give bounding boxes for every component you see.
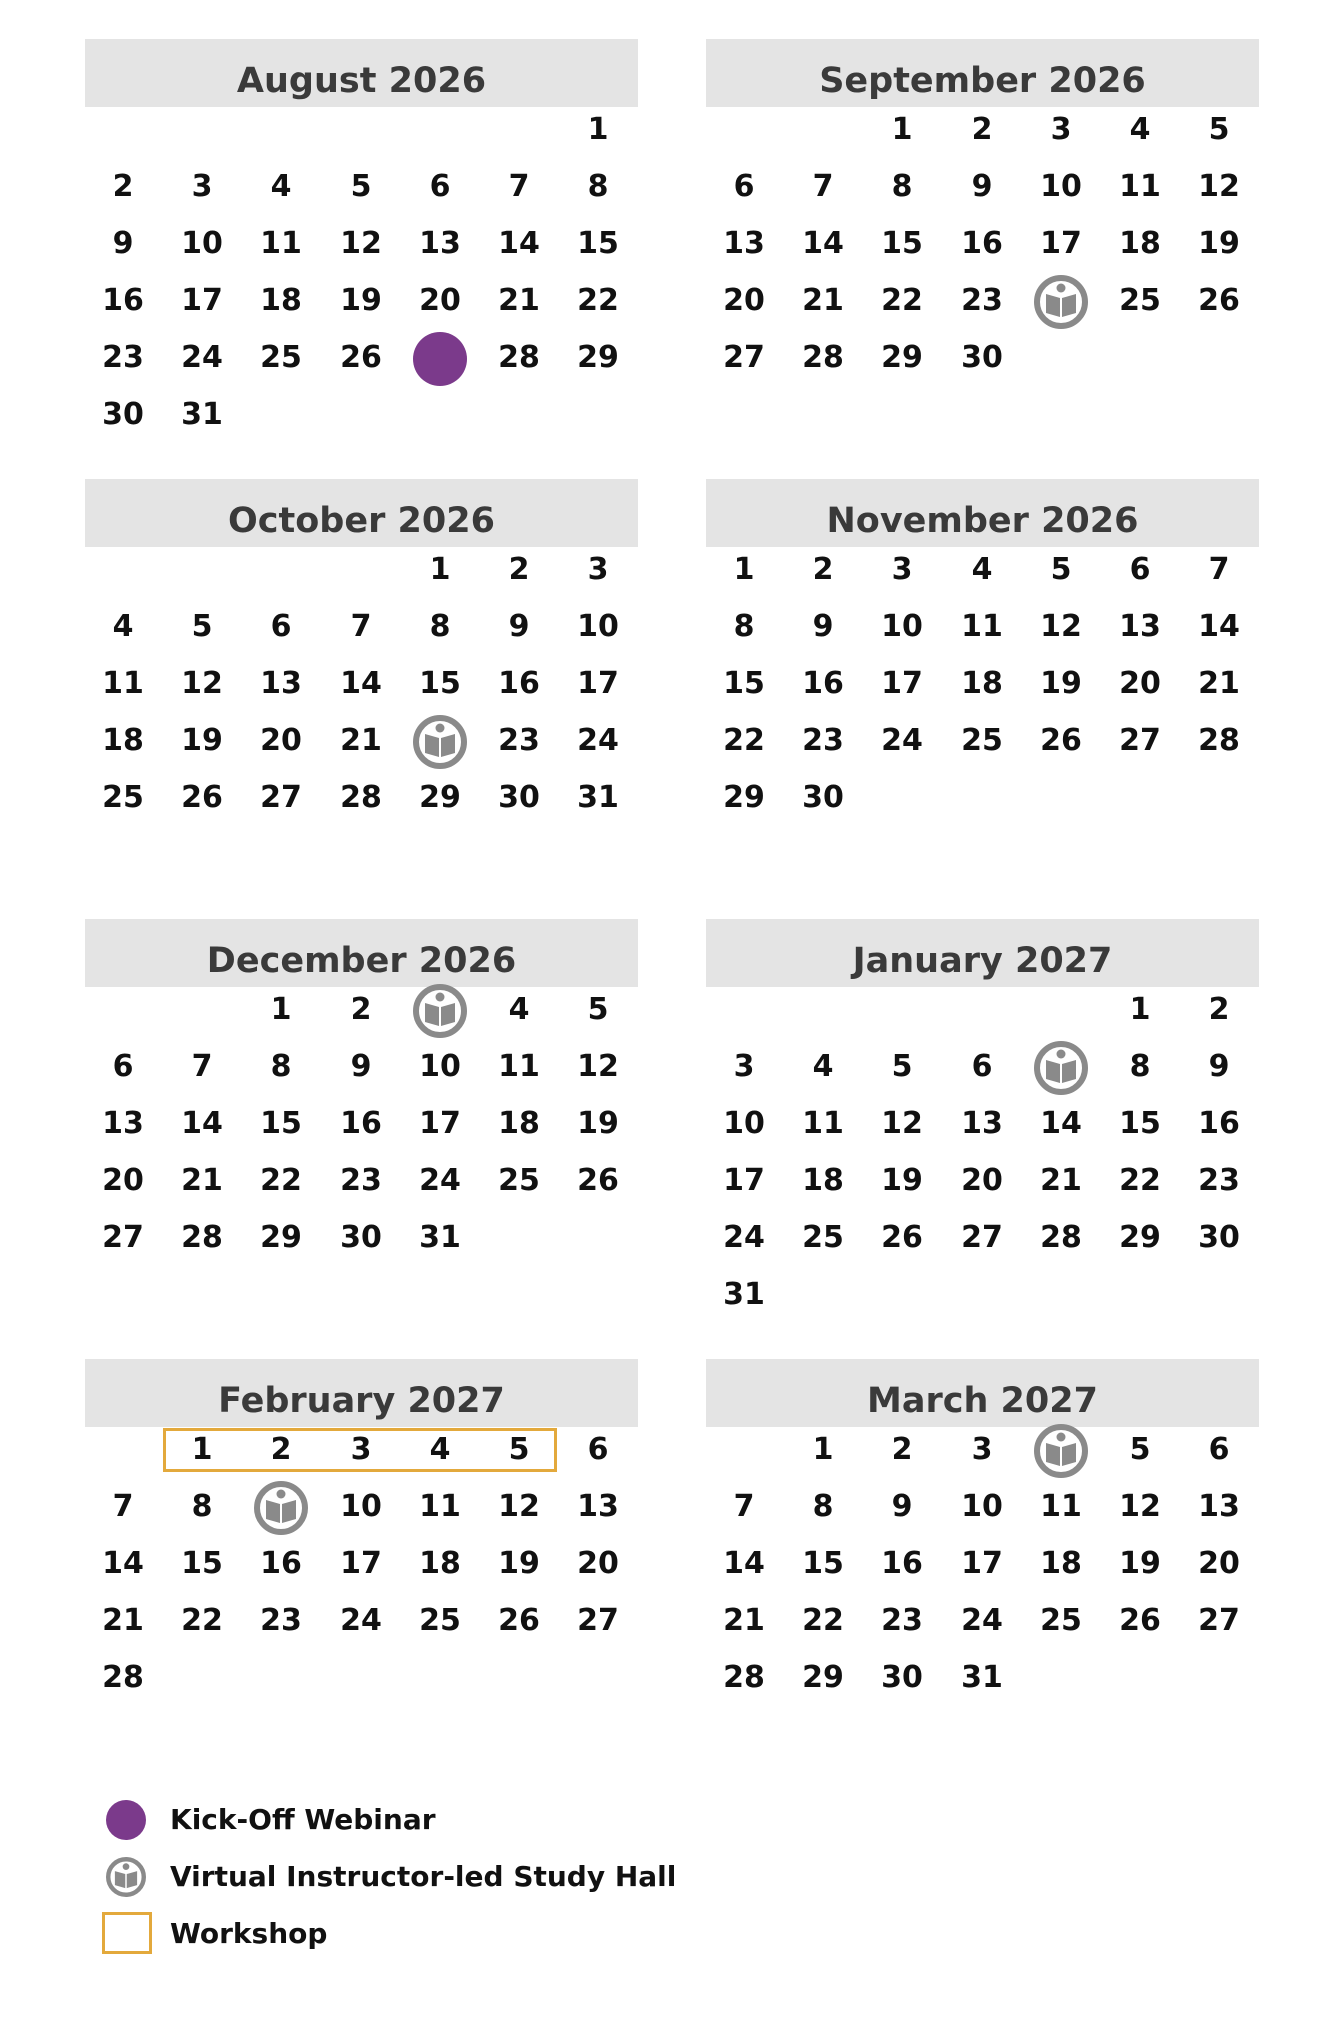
calendar-day: 2 xyxy=(270,1432,292,1467)
calendar-day: 8 xyxy=(891,169,913,204)
calendar-day: 8 xyxy=(270,1049,292,1084)
calendar-day: 3 xyxy=(1050,112,1072,147)
calendar-day: 6 xyxy=(1129,552,1151,587)
calendar-day: 12 xyxy=(1040,609,1082,644)
calendar-day: 28 xyxy=(1198,723,1240,758)
calendar-day: 8 xyxy=(733,609,755,644)
calendar-day: 20 xyxy=(577,1546,619,1581)
study-hall-book-icon xyxy=(1034,1424,1088,1478)
calendar-day: 1 xyxy=(733,552,755,587)
calendar-day: 11 xyxy=(802,1106,844,1141)
calendar-day: 5 xyxy=(891,1049,913,1084)
workshop-range-box xyxy=(163,1428,557,1472)
calendar-day: 6 xyxy=(733,169,755,204)
calendar-day: 25 xyxy=(419,1603,461,1638)
calendar-day: 26 xyxy=(498,1603,540,1638)
study-hall-book-icon xyxy=(413,715,467,769)
calendar-day: 15 xyxy=(802,1546,844,1581)
calendar-day: 12 xyxy=(881,1106,923,1141)
calendar-day: 18 xyxy=(802,1163,844,1198)
calendar-day: 16 xyxy=(498,666,540,701)
calendar-day: 4 xyxy=(508,992,530,1027)
calendar-day: 28 xyxy=(498,340,540,375)
calendar-day: 16 xyxy=(961,226,1003,261)
calendar-day: 10 xyxy=(881,609,923,644)
month-august-2026 xyxy=(85,39,638,459)
calendar-day: 22 xyxy=(260,1163,302,1198)
calendar-day: 27 xyxy=(961,1220,1003,1255)
calendar-day: 28 xyxy=(181,1220,223,1255)
calendar-day: 8 xyxy=(587,169,609,204)
calendar-day: 18 xyxy=(419,1546,461,1581)
calendar-day: 4 xyxy=(270,169,292,204)
calendar-day: 17 xyxy=(961,1546,1003,1581)
calendar-day: 10 xyxy=(181,226,223,261)
calendar-day: 4 xyxy=(112,609,134,644)
calendar-day: 13 xyxy=(419,226,461,261)
calendar-day: 20 xyxy=(723,283,765,318)
calendar-day: 13 xyxy=(961,1106,1003,1141)
calendar-day: 1 xyxy=(191,1432,213,1467)
calendar-day: 5 xyxy=(350,169,372,204)
calendar-day: 29 xyxy=(260,1220,302,1255)
calendar-day: 17 xyxy=(181,283,223,318)
calendar-day: 22 xyxy=(802,1603,844,1638)
calendar-day: 28 xyxy=(1040,1220,1082,1255)
calendar-day: 15 xyxy=(577,226,619,261)
calendar-day: 22 xyxy=(181,1603,223,1638)
study-hall-book-icon xyxy=(106,1857,146,1897)
calendar-day: 25 xyxy=(802,1220,844,1255)
calendar-day: 1 xyxy=(587,112,609,147)
calendar-day: 7 xyxy=(350,609,372,644)
calendar-day: 23 xyxy=(260,1603,302,1638)
calendar-day: 19 xyxy=(1198,226,1240,261)
calendar-day: 17 xyxy=(419,1106,461,1141)
calendar-day: 31 xyxy=(577,780,619,815)
calendar-day: 23 xyxy=(802,723,844,758)
calendar-day: 26 xyxy=(340,340,382,375)
calendar-day: 28 xyxy=(802,340,844,375)
calendar-day: 13 xyxy=(1198,1489,1240,1524)
calendar-day: 26 xyxy=(577,1163,619,1198)
calendar-day: 11 xyxy=(961,609,1003,644)
calendar-day: 15 xyxy=(1119,1106,1161,1141)
calendar-day: 15 xyxy=(260,1106,302,1141)
calendar-day: 13 xyxy=(260,666,302,701)
calendar-day: 26 xyxy=(1119,1603,1161,1638)
calendar-day: 19 xyxy=(498,1546,540,1581)
study-hall-book-icon xyxy=(1034,1041,1088,1095)
calendar-day: 24 xyxy=(181,340,223,375)
calendar-day: 24 xyxy=(881,723,923,758)
calendar-day: 5 xyxy=(508,1432,530,1467)
calendar-day: 9 xyxy=(891,1489,913,1524)
calendar-day: 22 xyxy=(1119,1163,1161,1198)
calendar-day: 18 xyxy=(1119,226,1161,261)
calendar-day: 10 xyxy=(1040,169,1082,204)
calendar-day: 31 xyxy=(181,397,223,432)
legend-label-study-hall: Virtual Instructor-led Study Hall xyxy=(170,1860,677,1893)
month-december-2026 xyxy=(85,919,638,1339)
calendar-day: 15 xyxy=(723,666,765,701)
calendar-day: 3 xyxy=(891,552,913,587)
calendar-day: 7 xyxy=(1208,552,1230,587)
calendar-day: 27 xyxy=(1198,1603,1240,1638)
calendar-day: 17 xyxy=(577,666,619,701)
calendar-day: 14 xyxy=(340,666,382,701)
calendar-day: 18 xyxy=(498,1106,540,1141)
calendar-day: 22 xyxy=(577,283,619,318)
calendar-day: 5 xyxy=(1050,552,1072,587)
calendar-day: 14 xyxy=(498,226,540,261)
calendar-day: 15 xyxy=(419,666,461,701)
calendar-day: 29 xyxy=(1119,1220,1161,1255)
month-september-2026 xyxy=(706,39,1259,459)
calendar-day: 17 xyxy=(1040,226,1082,261)
calendar-day: 19 xyxy=(1119,1546,1161,1581)
calendar-day: 1 xyxy=(270,992,292,1027)
calendar-day: 10 xyxy=(419,1049,461,1084)
calendar-day: 5 xyxy=(587,992,609,1027)
calendar-day: 27 xyxy=(577,1603,619,1638)
calendar-day: 20 xyxy=(260,723,302,758)
calendar-day: 30 xyxy=(498,780,540,815)
calendar-day: 19 xyxy=(340,283,382,318)
calendar-day: 21 xyxy=(498,283,540,318)
calendar-day: 23 xyxy=(1198,1163,1240,1198)
calendar-day: 31 xyxy=(419,1220,461,1255)
calendar-day: 16 xyxy=(802,666,844,701)
calendar-day: 17 xyxy=(881,666,923,701)
calendar-day: 2 xyxy=(350,992,372,1027)
calendar-day: 19 xyxy=(1040,666,1082,701)
calendar-day: 1 xyxy=(812,1432,834,1467)
calendar-day: 6 xyxy=(587,1432,609,1467)
calendar-day: 24 xyxy=(419,1163,461,1198)
calendar-day: 11 xyxy=(260,226,302,261)
calendar-day: 27 xyxy=(260,780,302,815)
calendar-day: 31 xyxy=(723,1277,765,1312)
month-january-2027 xyxy=(706,919,1259,1339)
calendar-day: 11 xyxy=(419,1489,461,1524)
calendar-day: 30 xyxy=(802,780,844,815)
calendar-day: 14 xyxy=(102,1546,144,1581)
calendar-day: 8 xyxy=(812,1489,834,1524)
calendar-day: 4 xyxy=(429,1432,451,1467)
calendar-day: 2 xyxy=(112,169,134,204)
calendar-day: 21 xyxy=(1198,666,1240,701)
calendar-day: 9 xyxy=(112,226,134,261)
calendar-day: 25 xyxy=(498,1163,540,1198)
calendar-day: 2 xyxy=(1208,992,1230,1027)
calendar-day: 21 xyxy=(102,1603,144,1638)
kickoff-dot-icon xyxy=(106,1800,146,1840)
calendar-day: 3 xyxy=(971,1432,993,1467)
calendar-day: 30 xyxy=(102,397,144,432)
calendar-day: 3 xyxy=(733,1049,755,1084)
calendar-day: 7 xyxy=(733,1489,755,1524)
calendar-day: 21 xyxy=(181,1163,223,1198)
calendar-day: 24 xyxy=(961,1603,1003,1638)
calendar-day: 5 xyxy=(191,609,213,644)
calendar-day: 16 xyxy=(1198,1106,1240,1141)
calendar-day: 23 xyxy=(102,340,144,375)
month-title: February 2027 xyxy=(85,1359,638,1427)
calendar-day: 27 xyxy=(723,340,765,375)
calendar-day: 11 xyxy=(1040,1489,1082,1524)
calendar-day: 30 xyxy=(881,1660,923,1695)
calendar-day: 2 xyxy=(508,552,530,587)
calendar-day: 7 xyxy=(112,1489,134,1524)
calendar-day: 14 xyxy=(723,1546,765,1581)
month-title: November 2026 xyxy=(706,479,1259,547)
calendar-day: 16 xyxy=(881,1546,923,1581)
calendar-day: 20 xyxy=(1198,1546,1240,1581)
calendar-day: 7 xyxy=(812,169,834,204)
calendar-day: 12 xyxy=(1198,169,1240,204)
calendar-day: 28 xyxy=(102,1660,144,1695)
calendar-day: 25 xyxy=(961,723,1003,758)
calendar-day: 19 xyxy=(181,723,223,758)
calendar-day: 14 xyxy=(802,226,844,261)
calendar-day: 9 xyxy=(812,609,834,644)
calendar-day: 29 xyxy=(802,1660,844,1695)
calendar-day: 24 xyxy=(577,723,619,758)
calendar-day: 27 xyxy=(1119,723,1161,758)
month-march-2027 xyxy=(706,1359,1259,1779)
calendar-day: 13 xyxy=(1119,609,1161,644)
calendar-day: 8 xyxy=(1129,1049,1151,1084)
calendar-day: 14 xyxy=(1198,609,1240,644)
calendar-day: 9 xyxy=(350,1049,372,1084)
calendar-day: 4 xyxy=(812,1049,834,1084)
calendar-day: 5 xyxy=(1208,112,1230,147)
calendar-day: 1 xyxy=(1129,992,1151,1027)
calendar-day: 12 xyxy=(181,666,223,701)
calendar-day: 12 xyxy=(577,1049,619,1084)
calendar-day: 6 xyxy=(971,1049,993,1084)
calendar-day: 4 xyxy=(1129,112,1151,147)
calendar-day: 6 xyxy=(270,609,292,644)
calendar-day: 23 xyxy=(961,283,1003,318)
calendar-day: 30 xyxy=(961,340,1003,375)
calendar-day: 22 xyxy=(881,283,923,318)
calendar-day: 15 xyxy=(181,1546,223,1581)
calendar-day: 20 xyxy=(419,283,461,318)
calendar-day: 24 xyxy=(723,1220,765,1255)
calendar-day: 20 xyxy=(1119,666,1161,701)
calendar-day: 20 xyxy=(961,1163,1003,1198)
calendar-day: 24 xyxy=(340,1603,382,1638)
calendar-day: 10 xyxy=(340,1489,382,1524)
calendar-day: 11 xyxy=(1119,169,1161,204)
calendar-day: 6 xyxy=(112,1049,134,1084)
calendar-day: 17 xyxy=(723,1163,765,1198)
calendar-day: 25 xyxy=(1040,1603,1082,1638)
calendar-day: 14 xyxy=(1040,1106,1082,1141)
calendar-day: 19 xyxy=(881,1163,923,1198)
month-title: August 2026 xyxy=(85,39,638,107)
calendar-day: 9 xyxy=(1208,1049,1230,1084)
calendar-day: 7 xyxy=(508,169,530,204)
calendar-day: 29 xyxy=(419,780,461,815)
calendar-day: 16 xyxy=(102,283,144,318)
month-title: October 2026 xyxy=(85,479,638,547)
month-october-2026 xyxy=(85,479,638,899)
calendar-day: 9 xyxy=(508,609,530,644)
calendar-day: 29 xyxy=(577,340,619,375)
calendar-day: 4 xyxy=(971,552,993,587)
calendar-day: 26 xyxy=(1040,723,1082,758)
calendar-day: 23 xyxy=(881,1603,923,1638)
month-title: March 2027 xyxy=(706,1359,1259,1427)
calendar-day: 11 xyxy=(498,1049,540,1084)
calendar-day: 3 xyxy=(191,169,213,204)
calendar-day: 29 xyxy=(881,340,923,375)
calendar-day: 2 xyxy=(971,112,993,147)
calendar-day: 12 xyxy=(498,1489,540,1524)
calendar-day: 23 xyxy=(498,723,540,758)
calendar-day: 11 xyxy=(102,666,144,701)
calendar-day: 3 xyxy=(350,1432,372,1467)
calendar-day: 21 xyxy=(1040,1163,1082,1198)
calendar-day: 21 xyxy=(802,283,844,318)
calendar-day: 15 xyxy=(881,226,923,261)
calendar-day: 28 xyxy=(723,1660,765,1695)
month-february-2027 xyxy=(85,1359,638,1779)
study-hall-book-icon xyxy=(413,984,467,1038)
calendar-day: 6 xyxy=(429,169,451,204)
calendar-day: 14 xyxy=(181,1106,223,1141)
calendar-day: 17 xyxy=(340,1546,382,1581)
study-hall-book-icon xyxy=(1034,275,1088,329)
calendar-day: 10 xyxy=(723,1106,765,1141)
calendar-day: 23 xyxy=(340,1163,382,1198)
calendar-day: 25 xyxy=(260,340,302,375)
study-hall-book-icon xyxy=(254,1481,308,1535)
calendar-day: 20 xyxy=(102,1163,144,1198)
calendar-day: 29 xyxy=(723,780,765,815)
calendar-day: 25 xyxy=(102,780,144,815)
calendar-day: 27 xyxy=(102,1220,144,1255)
calendar-day: 31 xyxy=(961,1660,1003,1695)
calendar-day: 8 xyxy=(429,609,451,644)
calendar-day: 2 xyxy=(891,1432,913,1467)
month-november-2026 xyxy=(706,479,1259,899)
calendar-day: 1 xyxy=(891,112,913,147)
calendar-day: 1 xyxy=(429,552,451,587)
calendar-day: 26 xyxy=(181,780,223,815)
calendar-day: 26 xyxy=(1198,283,1240,318)
calendar-day: 21 xyxy=(723,1603,765,1638)
calendar-day: 30 xyxy=(340,1220,382,1255)
calendar-day: 3 xyxy=(587,552,609,587)
calendar-day: 22 xyxy=(723,723,765,758)
calendar-day: 18 xyxy=(961,666,1003,701)
calendar-day: 30 xyxy=(1198,1220,1240,1255)
calendar-day: 5 xyxy=(1129,1432,1151,1467)
calendar-day: 18 xyxy=(1040,1546,1082,1581)
calendar-day: 13 xyxy=(723,226,765,261)
calendar-day: 18 xyxy=(102,723,144,758)
kickoff-dot-icon xyxy=(413,332,467,386)
calendar-day: 16 xyxy=(340,1106,382,1141)
legend-label-workshop: Workshop xyxy=(170,1917,328,1950)
month-title: January 2027 xyxy=(706,919,1259,987)
calendar-day: 13 xyxy=(102,1106,144,1141)
workshop-box-icon xyxy=(102,1912,152,1954)
calendar-day: 12 xyxy=(340,226,382,261)
calendar-day: 10 xyxy=(961,1489,1003,1524)
calendar-day: 9 xyxy=(971,169,993,204)
month-title: September 2026 xyxy=(706,39,1259,107)
calendar-day: 25 xyxy=(1119,283,1161,318)
calendar-day: 28 xyxy=(340,780,382,815)
calendar-day: 2 xyxy=(812,552,834,587)
calendar-day: 10 xyxy=(577,609,619,644)
calendar-day: 19 xyxy=(577,1106,619,1141)
calendar-day: 16 xyxy=(260,1546,302,1581)
month-title: December 2026 xyxy=(85,919,638,987)
legend-label-kickoff: Kick-Off Webinar xyxy=(170,1803,436,1836)
calendar-day: 12 xyxy=(1119,1489,1161,1524)
calendar-day: 8 xyxy=(191,1489,213,1524)
calendar-day: 7 xyxy=(191,1049,213,1084)
calendar-day: 13 xyxy=(577,1489,619,1524)
calendar-day: 26 xyxy=(881,1220,923,1255)
calendar-day: 18 xyxy=(260,283,302,318)
calendar-day: 21 xyxy=(340,723,382,758)
calendar-day: 6 xyxy=(1208,1432,1230,1467)
